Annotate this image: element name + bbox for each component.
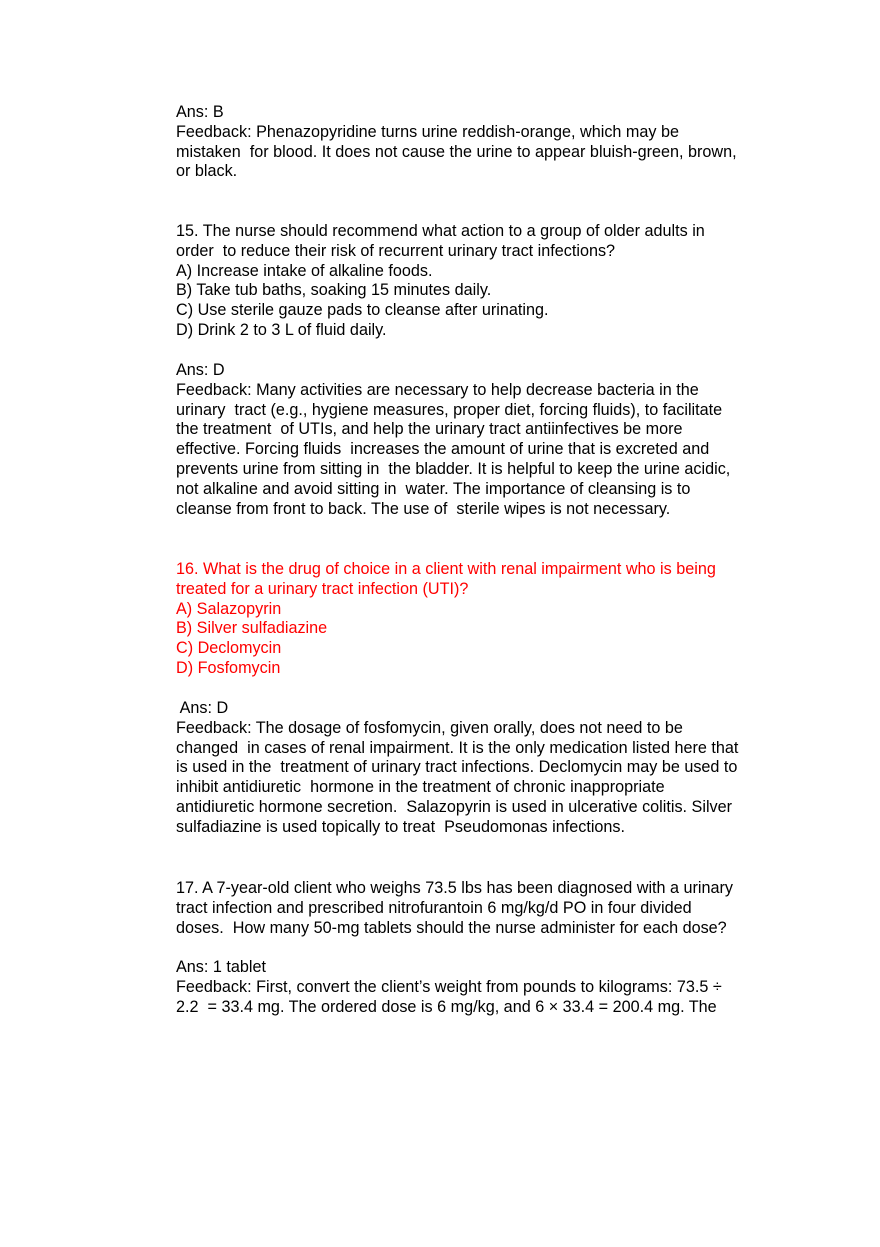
q14-answer: Ans: B: [176, 103, 224, 121]
q16-feedback-line: sulfadiazine is used topically to treat Pseudomonas infections.: [176, 817, 626, 836]
q15-question-block: [176, 222, 796, 341]
q14-answer-block: [176, 103, 796, 182]
q16-answer: Ans: D: [176, 699, 229, 717]
q15-feedback-line: urinary tract (e.g., hygiene measures, proper diet, forcing fluids), to facilitate: [176, 400, 723, 419]
q15-option: D) Drink 2 to 3 L of fluid daily.: [176, 320, 387, 339]
q16-option: B) Silver sulfadiazine: [176, 619, 328, 638]
q16-feedback-line: Feedback: The dosage of fosfomycin, given orally, does not need to be: [176, 718, 683, 737]
q17-question-line: tract infection and prescribed nitrofurantoin 6 mg/kg/d PO in four divided: [176, 898, 692, 917]
q15-option: A) Increase intake of alkaline foods.: [176, 261, 433, 280]
q15-feedback-line: effective. Forcing fluids increases the amount of urine that is excreted and: [176, 440, 710, 459]
q14-feedback-line: or black.: [176, 162, 238, 181]
q17-answer-block: [176, 958, 796, 1017]
q15-feedback-line: not alkaline and avoid sitting in water. The importance of cleansing is to: [176, 479, 691, 498]
q17-question-line: doses. How many 50-mg tablets should the nurse administer for each dose?: [176, 918, 727, 937]
q15-question-line: order to reduce their risk of recurrent urinary tract infections?: [176, 241, 616, 260]
q15-feedback-line: the treatment of UTIs, and help the urinary tract antiinfectives be more: [176, 420, 683, 439]
q14-feedback-line: mistaken for blood. It does not cause the urine to appear bluish-green, brown,: [176, 142, 737, 161]
q15-option: B) Take tub baths, soaking 15 minutes daily.: [176, 281, 492, 300]
q17-question-block: [176, 879, 796, 938]
q17-question-line: 17. A 7-year-old client who weighs 73.5 lbs has been diagnosed with a urinary: [176, 879, 734, 897]
q15-answer: Ans: D: [176, 361, 225, 379]
q17-feedback-line: Feedback: First, convert the client’s weight from pounds to kilograms: 73.5 ÷: [176, 977, 722, 996]
q16-option: C) Declomycin: [176, 639, 282, 658]
q17-feedback-line: 2.2 = 33.4 mg. The ordered dose is 6 mg/kg, and 6 × 33.4 = 200.4 mg. The: [176, 997, 717, 1016]
q15-option: C) Use sterile gauze pads to cleanse after urinating.: [176, 301, 549, 320]
q17-answer: Ans: 1 tablet: [176, 958, 266, 976]
q15-question-line: 15. The nurse should recommend what action to a group of older adults in: [176, 222, 705, 240]
q16-feedback-line: inhibit antidiuretic hormone in the treatment of chronic inappropriate: [176, 778, 665, 797]
q15-feedback-line: cleanse from front to back. The use of sterile wipes is not necessary.: [176, 499, 671, 518]
q16-question-line: treated for a urinary tract infection (UTI)?: [176, 579, 469, 598]
q16-option: D) Fosfomycin: [176, 658, 281, 677]
q15-answer-block: [176, 361, 796, 519]
q16-feedback-line: changed in cases of renal impairment. It is the only medication listed here that: [176, 738, 739, 757]
q16-option: A) Salazopyrin: [176, 599, 282, 618]
q15-feedback-line: Feedback: Many activities are necessary to help decrease bacteria in the: [176, 380, 699, 399]
q16-feedback-line: antidiuretic hormone secretion. Salazopyrin is used in ulcerative colitis. Silver: [176, 797, 733, 816]
q16-question-line: 16. What is the drug of choice in a client with renal impairment who is being: [176, 560, 716, 578]
q14-feedback-line: Feedback: Phenazopyridine turns urine reddish-orange, which may be: [176, 122, 679, 141]
q16-question-block: [176, 560, 796, 679]
q16-answer-block: [176, 699, 796, 838]
q15-feedback-line: prevents urine from sitting in the bladder. It is helpful to keep the urine acidic,: [176, 459, 731, 478]
q16-feedback-line: is used in the treatment of urinary tract infections. Declomycin may be used to: [176, 758, 738, 777]
